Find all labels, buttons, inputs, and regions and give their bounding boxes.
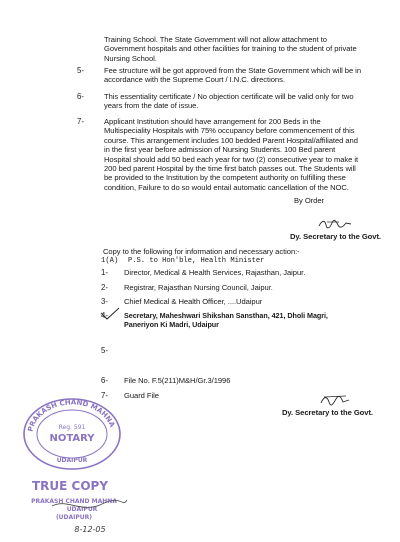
- text-line: Government hospitals and other facilities for training to the student of private: [104, 44, 357, 54]
- text-line: Fee structure will be got approved from the State Government which will be in: [104, 66, 361, 75]
- text-line: be provided to the Institution by the competent authority on fulfilling these: [104, 173, 346, 183]
- copy-item: P.S. to Hon'ble, Health Minister: [128, 257, 265, 265]
- copy-number: 4-: [101, 311, 108, 320]
- stamp-lower: (UDAIPUR): [55, 514, 93, 521]
- top-paragraph: [104, 35, 394, 63]
- copy-number: 3-: [101, 297, 108, 306]
- copy-number: 1-: [101, 268, 108, 277]
- copy-number: 6-: [101, 376, 108, 385]
- text-line: Hospital should add 50 bed each year for two (2) consecutive year to make it: [104, 154, 359, 164]
- stamp-title: NOTARY: [49, 433, 95, 444]
- stamp-date: 8-12-05: [74, 525, 106, 534]
- copy-number: 7-: [101, 391, 108, 400]
- signatory-designation: Dy. Secretary to the Govt.: [290, 232, 381, 241]
- copy-number: 5-: [101, 346, 108, 355]
- copy-item: Director, Medical & Health Services, Rajasthan, Jaipur.: [124, 268, 306, 277]
- stamp-ring-text: PRAKASH CHAND MAHNA: [26, 398, 117, 433]
- text-line: This essentiality certificate / No objection certificate will be valid only for two: [104, 92, 354, 101]
- text-line: Training School. The State Government will not allow attachment to: [104, 35, 327, 44]
- stamp-lower: UDAIPUR: [66, 506, 98, 513]
- item-5-number: 5-: [77, 66, 84, 75]
- text-line: condition, Failure to do so would entail automatic cancellation of the NOC.: [104, 182, 349, 192]
- copy-item: Registrar, Rajasthan Nursing Council, Jaipur.: [124, 283, 273, 292]
- stamp-true-copy: TRUE COPY: [31, 479, 109, 493]
- text-line: Nursing School.: [104, 53, 157, 63]
- text-line: Applicant Institution should have arrangement for 200 Beds in the: [104, 117, 321, 126]
- text-line: Multispeciality Hospitals with 75% occupancy before commencement of this: [104, 126, 355, 136]
- item-7-number: 7-: [77, 117, 84, 126]
- copy-item: Chief Medical & Health Officer, ....Udaipur: [124, 297, 263, 306]
- text-line: in the first year before admission of Nursing Students. 100 Bed parent: [104, 145, 336, 155]
- text-line: accordance with the Supreme Court / I.N.C. directions.: [104, 75, 285, 85]
- copy-item: [124, 311, 328, 330]
- item-5-text: [104, 66, 394, 85]
- text-line: 200 bed parent Hospital by the time first batch passes out. The Students will: [104, 164, 356, 174]
- text-line: course. This arrangement includes 100 bedded Parent Hospital/affiliated and: [104, 135, 358, 145]
- copy-number: 2-: [101, 283, 108, 292]
- item-7-text: [104, 117, 394, 192]
- stamp-graphic: [12, 396, 162, 536]
- notary-stamp: [12, 396, 162, 536]
- signatory-designation: Dy. Secretary to the Govt.: [282, 408, 373, 417]
- tick-mark: [99, 306, 121, 322]
- by-order: By Order: [294, 196, 324, 205]
- copy-item: Guard File: [124, 391, 159, 400]
- text-line: years from the date of issue.: [104, 101, 199, 111]
- handwritten-signature: [317, 218, 353, 230]
- copy-intro: Copy to the following for information and necessary action:-: [103, 247, 300, 256]
- copy-item: File No. F.5(211)M&H/Gr.3/1996: [124, 376, 231, 385]
- text-line: Paneriyon Ki Madri, Udaipur: [124, 320, 219, 330]
- stamp-lower: PRAKASH CHAND MAHNA: [31, 498, 117, 505]
- text-line: Secretary, Maheshwari Shikshan Sansthan, 421, Dholi Magri,: [124, 311, 328, 320]
- item-6-number: 6-: [77, 92, 84, 101]
- copy-number: 1(A): [101, 257, 119, 265]
- handwritten-signature: [318, 393, 352, 407]
- stamp-bottom: UDAIPUR: [56, 457, 88, 464]
- stamp-reg: Reg. 591: [58, 424, 86, 431]
- item-6-text: [104, 92, 394, 111]
